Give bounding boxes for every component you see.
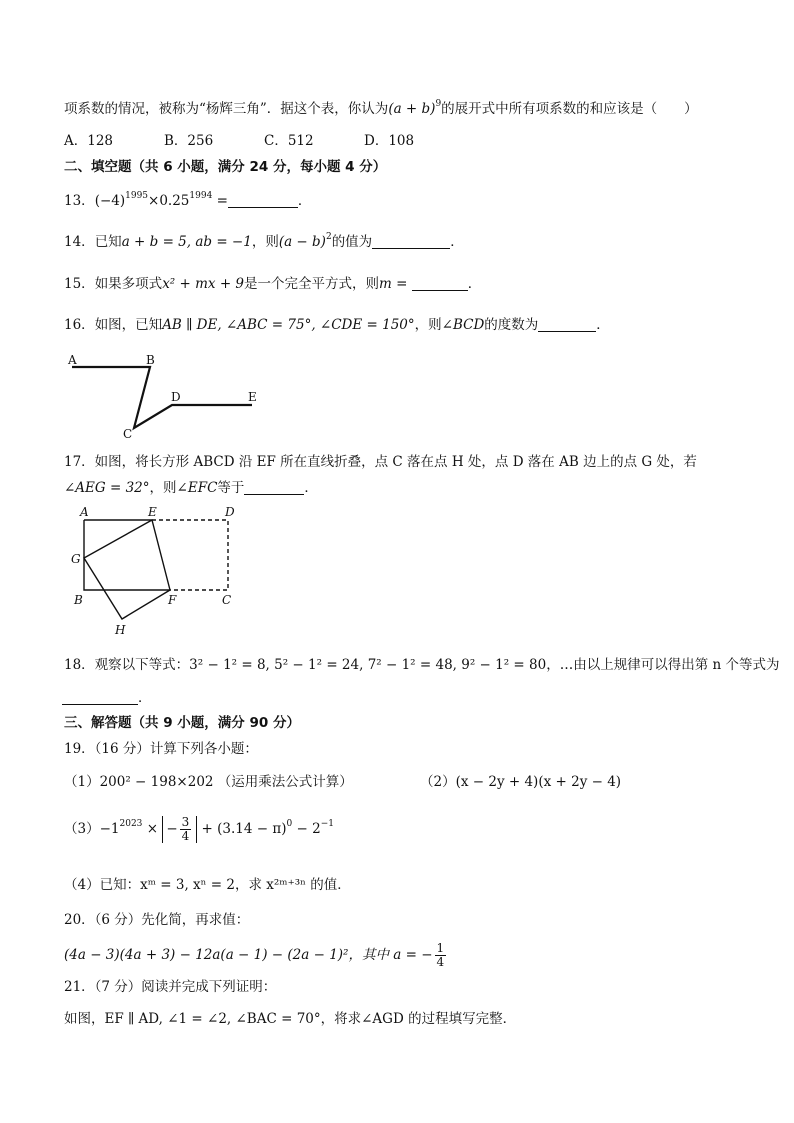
q19-p3-a: （3）−1 [64, 821, 120, 837]
q13-number: 13． [64, 193, 95, 209]
q19-p3-b: × [142, 821, 159, 837]
q16-label-d: D [171, 390, 181, 404]
q16-text-b: ，则 [414, 317, 442, 333]
q16-number: 16． [64, 317, 95, 333]
q13-base: (−4) [94, 193, 126, 209]
q14-line [64, 233, 464, 251]
q15-eq: = [391, 276, 412, 292]
q16-text-a: 如图，已知 [94, 317, 163, 333]
q17-condition: ∠AEG = 32° [64, 480, 150, 496]
q17-label-d: D [225, 505, 235, 519]
q19-p3-d: − 2 [292, 821, 321, 837]
q12-text-a: 项系数的情况，被称为“杨辉三角”．据这个表，你认为 [64, 101, 389, 117]
q16-label-c: C [123, 427, 133, 441]
q12-option-d: D．108 [364, 133, 415, 149]
q12-options [64, 132, 464, 150]
q17-figure [66, 502, 246, 640]
q17-answer-blank[interactable] [244, 480, 304, 495]
q15-expr: x² + mx + 9 [162, 276, 245, 292]
q13-mid: ×0.25 [148, 193, 190, 209]
q19-part3 [64, 816, 334, 843]
q19-part1: （1）200² − 198×202 （运用乘法公式计算） [64, 774, 353, 790]
q13-answer-blank[interactable] [228, 193, 298, 208]
q14-text-b: ，则 [251, 234, 279, 250]
q15-answer-blank[interactable] [412, 276, 468, 291]
q19-p3-den: 4 [181, 829, 190, 843]
section3-heading: 三、解答题（共 9 小题，满分 90 分） [64, 715, 300, 731]
q17-line2 [64, 479, 318, 497]
q17-text-c: 等于 [217, 480, 245, 496]
q19-part4: （4）已知：xᵐ = 3, xⁿ = 2，求 x²ᵐ⁺³ⁿ 的值． [64, 877, 351, 893]
q17-label-a: A [80, 505, 89, 519]
q19-part2: （2）(x − 2y + 4)(x + 2y − 4) [420, 774, 622, 790]
q16-condition: AB ∥ DE, ∠ABC = 75°, ∠CDE = 150° [162, 317, 415, 333]
q12-exp: 9 [435, 99, 442, 109]
q15-end: ． [467, 276, 482, 292]
q18-line2 [64, 689, 152, 707]
section2-heading: 二、填空题（共 6 小题，满分 24 分，每小题 4 分） [64, 159, 387, 175]
q14-condition: a + b = 5, ab = −1 [121, 234, 252, 250]
q12-option-c: C．512 [264, 133, 314, 149]
q12-text-b: 的展开式中所有项系数的和应该是（ ） [441, 101, 698, 117]
q18-answer-blank[interactable] [62, 690, 138, 705]
q12-option-b: B．256 [164, 133, 214, 149]
q18-end: ． [138, 690, 152, 706]
q14-text-a: 已知 [94, 234, 122, 250]
q16-polyline [72, 367, 252, 428]
q13-line [64, 192, 311, 210]
q19-p3-exp: 2023 [119, 819, 143, 829]
q13-eq: = [212, 193, 228, 209]
q12-expr: (a + b) [388, 101, 436, 117]
q14-answer-blank[interactable] [372, 234, 450, 249]
q16-label-b: B [146, 353, 155, 367]
q19-p3-c: + (3.14 − π) [197, 821, 287, 837]
q17-label-c: C [222, 593, 232, 607]
q12-line [64, 100, 698, 118]
q19-title: 19．（16 分）计算下列各小题： [64, 741, 258, 757]
q14-text-c: 的值为 [331, 234, 373, 250]
q12-option-a: A．128 [64, 133, 114, 149]
q16-label-e: E [248, 390, 257, 404]
q16-target: ∠BCD [441, 317, 485, 333]
q21-title: 21．（7 分）阅读并完成下列证明： [64, 979, 277, 995]
q17-dashed-edfc [152, 520, 228, 590]
q20-fraction [435, 942, 447, 969]
q20-expr: (4a − 3)(4a + 3) − 12a(a − 1) − (2a − 1)²，其中 a = − [64, 947, 433, 963]
q17-line1: 17．如图，将长方形 ABCD 沿 EF 所在直线折叠，点 C 落在点 H 处，点 D 落在 AB 边上的点 G 处，若 [64, 454, 697, 470]
q13-exp1: 1995 [125, 191, 149, 201]
q16-line [64, 316, 610, 334]
q20-num: 1 [436, 941, 445, 955]
q16-answer-blank[interactable] [538, 317, 596, 332]
q19-p3-exp3: −1 [320, 819, 335, 829]
q14-number: 14． [64, 234, 95, 250]
q19-p3-exp2: 0 [286, 819, 293, 829]
q17-label-f: F [168, 593, 177, 607]
q20-title: 20．（6 分）先化简，再求值： [64, 912, 250, 928]
q20-expr-line [64, 942, 448, 969]
q14-expr: (a − b) [278, 234, 326, 250]
q17-target: ∠EFC [176, 480, 218, 496]
q16-label-a: A [68, 353, 77, 367]
q20-den: 4 [436, 955, 445, 969]
q16-text-c: 的度数为 [484, 317, 539, 333]
q15-text-b: 是一个完全平方式，则 [244, 276, 380, 292]
q15-line [64, 275, 481, 293]
q19-p3-neg: − [166, 821, 178, 837]
q17-folded-quad [84, 520, 170, 619]
q14-end: ． [450, 234, 464, 250]
q14-exp: 2 [325, 232, 332, 242]
q15-text-a: 如果多项式 [94, 276, 163, 292]
q19-p3-fraction [180, 816, 192, 843]
q17-label-b: B [74, 593, 83, 607]
q18-line1: 18．观察以下等式：3² − 1² = 8, 5² − 1² = 24, 7² − 1² = 48, 9² − 1² = 80，…由以上规律可以得出第 n 个等式为 [64, 657, 780, 673]
q15-var: m [379, 276, 392, 292]
q17-label-g: G [71, 552, 81, 566]
q13-exp2: 1994 [189, 191, 213, 201]
q16-figure [60, 350, 280, 442]
q15-number: 15． [64, 276, 95, 292]
q13-end: ． [297, 193, 312, 209]
q16-end: ． [596, 317, 610, 333]
q17-end: ． [304, 480, 318, 496]
q19-p3-num: 3 [181, 815, 190, 829]
q21-line: 如图，EF ∥ AD, ∠1 = ∠2, ∠BAC = 70°，将求∠AGD 的过程填写完整． [64, 1011, 517, 1027]
q17-text-b: ，则 [149, 480, 177, 496]
q17-label-e: E [148, 505, 157, 519]
q19-p3-absolute [162, 816, 197, 843]
q17-label-h: H [115, 623, 126, 637]
